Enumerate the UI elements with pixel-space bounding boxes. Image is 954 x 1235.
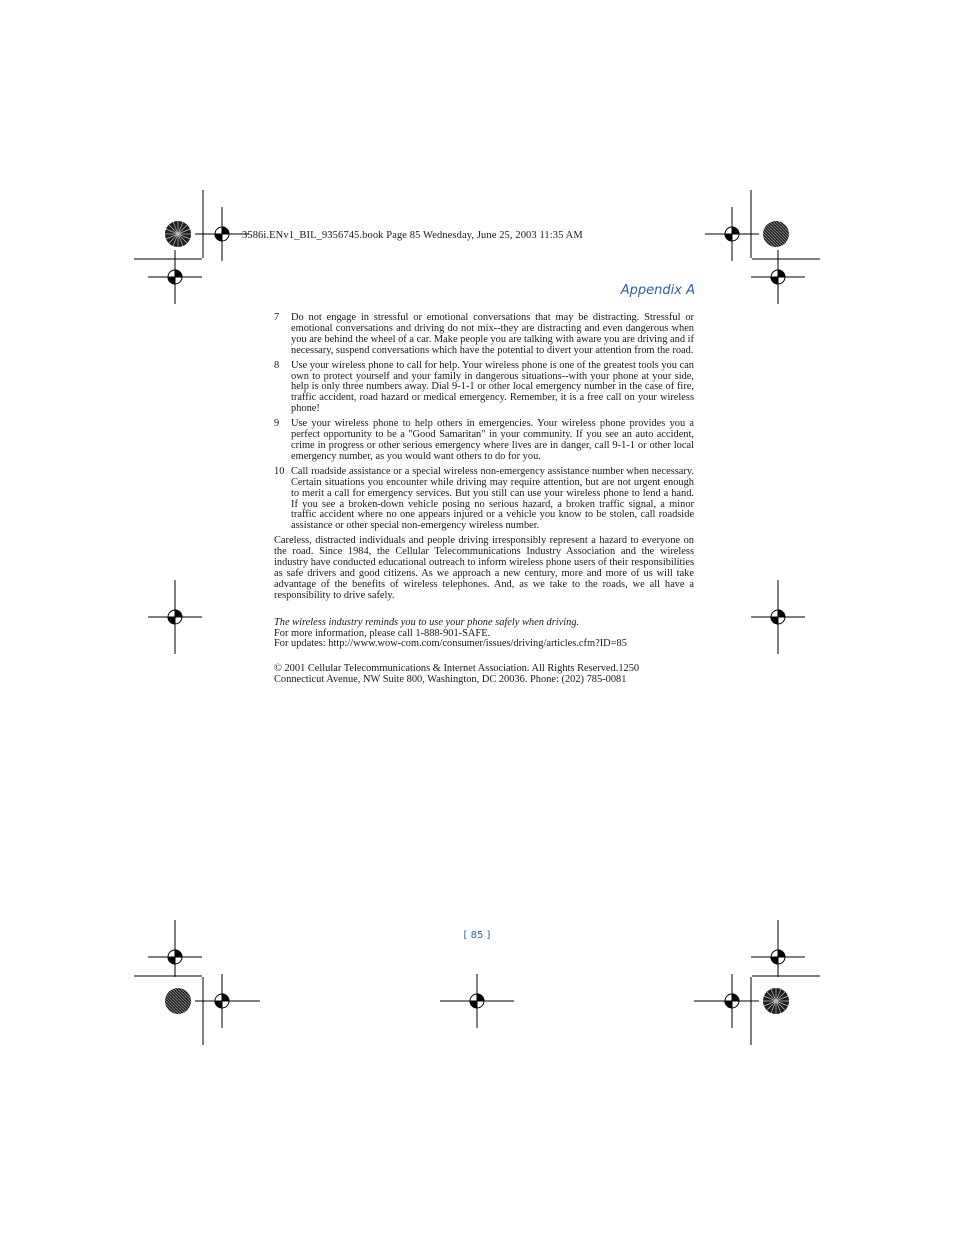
star-target-top-left [165,221,191,247]
list-item [274,313,694,357]
page-body [274,313,694,686]
copyright-line: © 2001 Cellular Telecommunications & Internet Association. All Rights Reserved.1250 [274,663,640,675]
print-slug: 3586i.ENv1_BIL_9356745.book Page 85 Wednesday, June 25, 2003 11:35 AM [242,230,583,241]
copyright [274,664,694,686]
contact-info [274,629,694,651]
registration-mark-bottom-left [195,974,260,1028]
page-number: [ 85 ] [463,930,491,941]
list-item-number: 8 [274,359,280,371]
star-target-bottom-left [165,988,191,1014]
star-target-bottom-right [763,988,789,1014]
list-item-text: Call roadside assistance or a special wireless non-emergency assistance number when necessary. Certain situations you encounter while driving may require attention, but are not urgent enough to merit a call for emergency services. But you still can use your wireless phone to lend a hand. If you see a broken-down vehicle posing no serious hazard, a broken traffic signal, a minor traffic accident where no one appears injured or a vehicle you know to be stolen, call roadside assistance or other special non-emergency wireless number. [291,465,694,532]
copyright-address: Connecticut Avenue, NW Suite 800, Washington, DC 20036. Phone: (202) 785-0081 [274,674,627,686]
registration-mark-bottom-center [440,974,514,1028]
registration-mark-left-middle [148,580,202,654]
info-url: For updates: http://www.wow-com.com/consumer/issues/driving/articles.cfm?ID=85 [274,638,627,650]
list-item [274,467,694,532]
list-item [274,361,694,416]
registration-mark-right-upper [751,250,805,304]
closing-paragraph: Careless, distracted individuals and people driving irresponsibly represent a hazard to everyone on the road. Since 1984, the Cellular Telecommunications Industry Association and the wireless industry have conducted educational outreach to inform wireless phone users of their responsibilities as safe drivers and good citizens. As we approach a new century, more and more of us will take advantage of the benefits of wireless telephones. And, as we take to the roads, we all have a responsibility to drive safely. [274,535,694,601]
safety-reminder: The wireless industry reminds you to use your phone safely when driving. [274,616,580,628]
list-item-number: 7 [274,312,280,323]
info-phone: For more information, please call 1-888-901-SAFE. [274,627,491,639]
registration-mark-right-middle [751,580,805,654]
registration-mark-left-lower [148,920,202,977]
registration-mark-bottom-right [694,974,759,1028]
running-head: Appendix A [620,283,695,298]
list-item-text: Use your wireless phone to help others in emergencies. Your wireless phone provides you a perfect opportunity to be a "Good Samaritan" in your community. If you see an auto accident, crime in progress or other serious emergency where lives are in danger, call 9-1-1 or other local emergency number, as you would want others to do for you. [291,418,694,462]
list-item-text: Do not engage in stressful or emotional conversations that may be distracting. Stressful or emotional conversations and driving do not mix--they are distracting and even dangerous when you are behind the wheel of a car. Make people you are talking with aware you are driving and if necessary, suspend conversations which have the potential to divert your attention from the road. [291,312,694,356]
list-item-text: Use your wireless phone to call for help. Your wireless phone is one of the greatest tools you can own to protect yourself and your family in dangerous situations--with your phone at your side, help is only three numbers away. Dial 9-1-1 or other local emergency number in the case of fire, traffic accident, road hazard or medical emergency. Remember, it is a free call on your wireless phone! [291,359,694,415]
registration-mark-right-lower [751,920,805,977]
safety-tips-list [274,313,694,532]
list-item-number: 10 [274,465,285,477]
registration-mark-left-upper [148,250,202,304]
list-item [274,419,694,463]
star-target-top-right [763,221,789,247]
list-item-number: 9 [274,418,280,430]
